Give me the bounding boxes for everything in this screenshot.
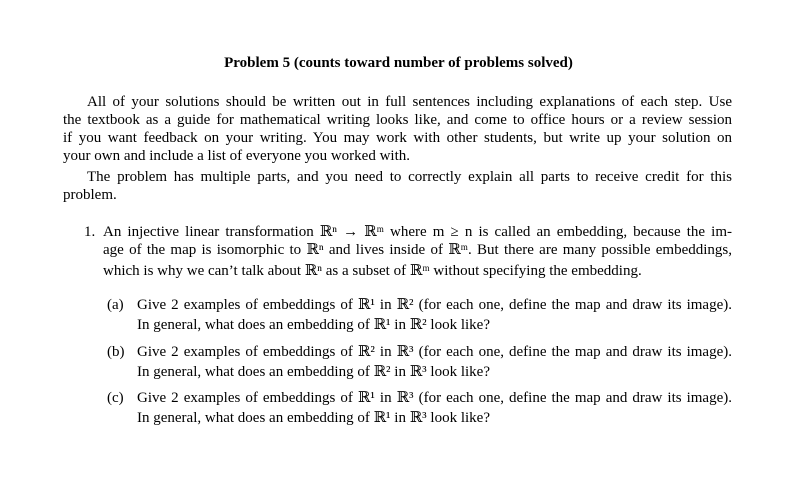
item1-line-1: An injective linear transformation ℝⁿ → ℝᵐ where m ≥ n is called an embedding, because the im- [103,224,732,240]
intro-line-6: problem. [63,187,117,203]
intro-line-5: The problem has multiple parts, and you need to correctly explain all parts to receive credit for this [87,169,732,185]
subpart-b-label: (b) [107,344,125,360]
intro-line-4: your own and include a list of everyone you worked with. [63,148,410,164]
subpart-b-line-2: In general, what does an embedding of ℝ² in ℝ³ look like? [137,364,490,380]
intro-line-1: All of your solutions should be written out in full sentences including explanations of each step. Use [87,94,732,110]
subpart-a-line-1: Give 2 examples of embeddings of ℝ¹ in ℝ² (for each one, define the map and draw its image). [137,297,732,313]
intro-line-2: the textbook as a guide for mathematical writing looks like, and come to office hours or a review session [63,112,732,128]
item1-line-3: which is why we can’t talk about ℝⁿ as a subset of ℝᵐ without specifying the embedding. [103,263,642,279]
subpart-c-label: (c) [107,390,124,406]
subpart-c-line-1: Give 2 examples of embeddings of ℝ¹ in ℝ³ (for each one, define the map and draw its image). [137,390,732,406]
subpart-a-label: (a) [107,297,124,313]
subpart-a-line-2: In general, what does an embedding of ℝ¹ in ℝ² look like? [137,317,490,333]
intro-line-3: if you want feedback on your writing. You may work with other students, but write up your solution on [63,130,732,146]
item1-line-2: age of the map is isomorphic to ℝⁿ and lives inside of ℝᵐ. But there are many possible embeddings, [103,242,732,258]
problem-title: Problem 5 (counts toward number of problems solved) [224,55,573,71]
subpart-b-line-1: Give 2 examples of embeddings of ℝ² in ℝ³ (for each one, define the map and draw its image). [137,344,732,360]
item-number: 1. [84,224,96,240]
subpart-c-line-2: In general, what does an embedding of ℝ¹ in ℝ³ look like? [137,410,490,426]
